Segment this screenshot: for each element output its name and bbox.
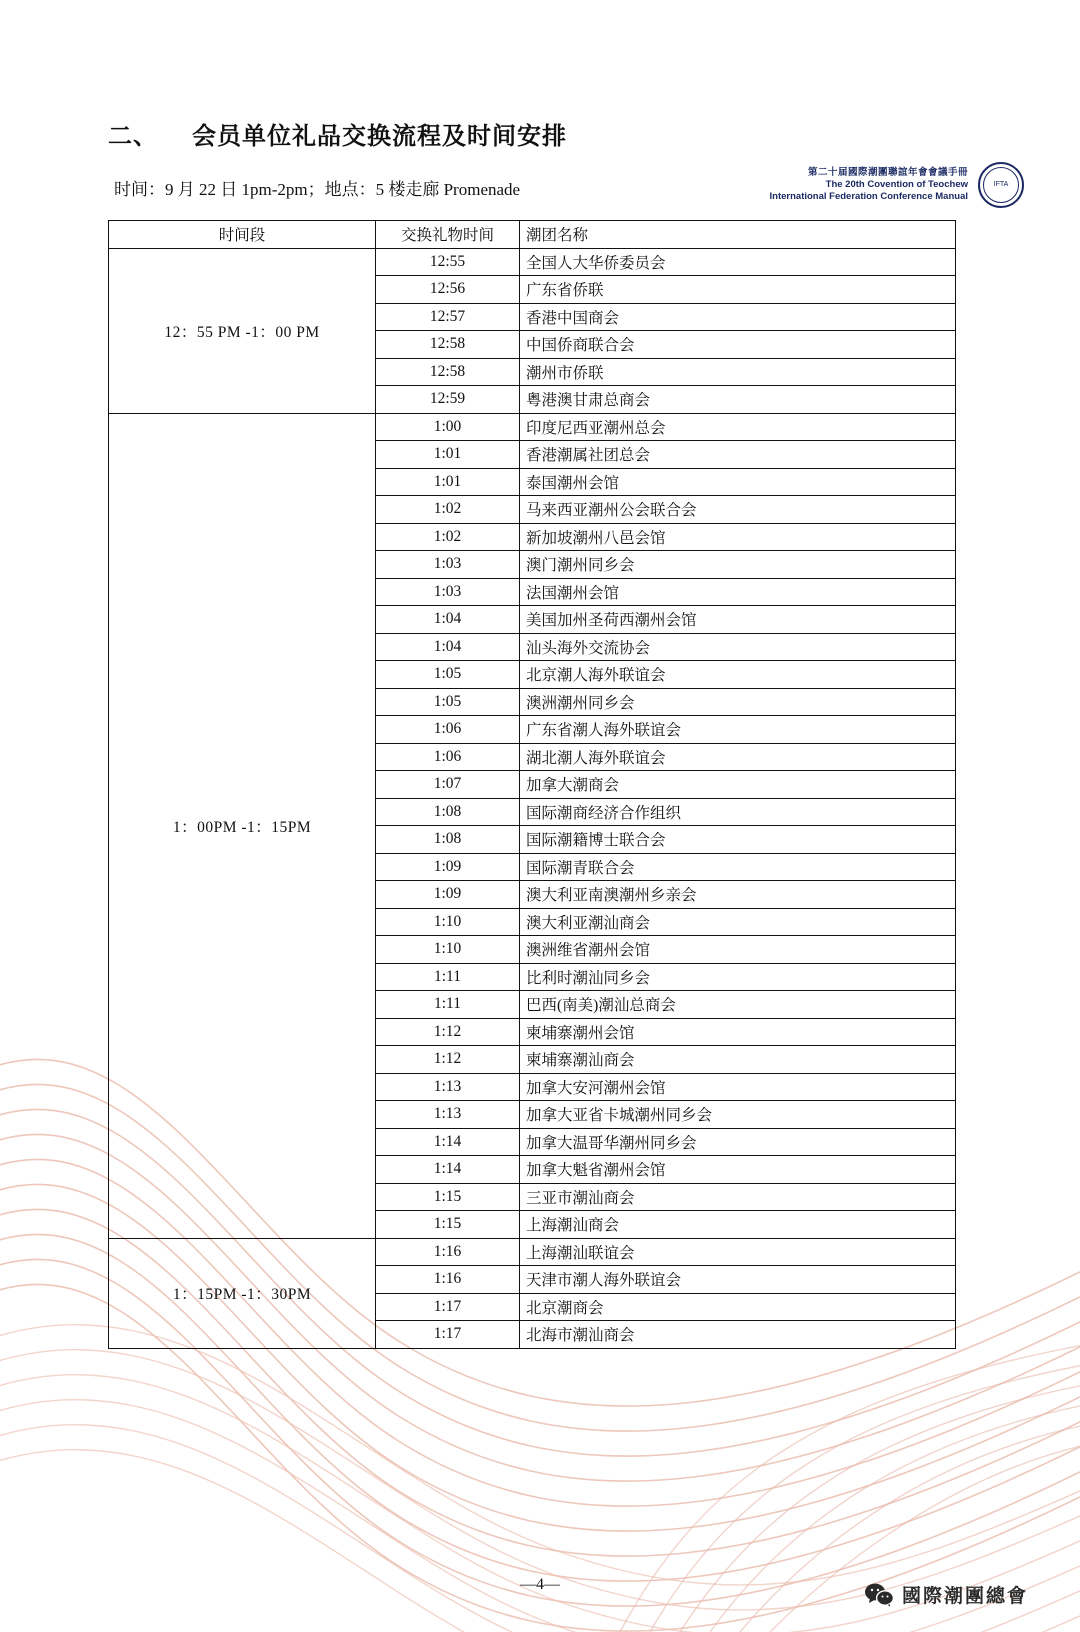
column-header-time: 交换礼物时间: [376, 221, 520, 249]
organization-name-cell: 国际潮籍博士联合会: [520, 826, 956, 854]
exchange-time-cell: 1:08: [376, 798, 520, 826]
organization-name-cell: 广东省侨联: [520, 276, 956, 304]
organization-name-cell: 澳门潮州同乡会: [520, 551, 956, 579]
organization-name-cell: 法国潮州会馆: [520, 578, 956, 606]
organization-name-cell: 香港潮属社团总会: [520, 441, 956, 469]
organization-name-cell: 加拿大魁省潮州会馆: [520, 1156, 956, 1184]
gift-exchange-schedule-table: [108, 220, 956, 1349]
organization-name-cell: 香港中国商会: [520, 303, 956, 331]
exchange-time-cell: 1:09: [376, 881, 520, 909]
exchange-time-cell: 1:11: [376, 963, 520, 991]
table-header-row: [109, 221, 956, 249]
header-title-cn: 第二十届國際潮團聯誼年會會議手冊: [807, 167, 968, 179]
organization-name-cell: 美国加州圣荷西潮州会馆: [520, 606, 956, 634]
organization-name-cell: 全国人大华侨委员会: [520, 248, 956, 276]
organization-name-cell: 汕头海外交流协会: [520, 633, 956, 661]
exchange-time-cell: 12:59: [376, 386, 520, 414]
organization-name-cell: 澳洲维省潮州会馆: [520, 936, 956, 964]
table-row: [109, 413, 956, 441]
exchange-time-cell: 12:57: [376, 303, 520, 331]
exchange-time-cell: 1:02: [376, 523, 520, 551]
exchange-time-cell: 12:58: [376, 331, 520, 359]
event-meta-line: 时间：9 月 22 日 1pm-2pm；地点：5 楼走廊 Promenade: [114, 180, 521, 199]
organization-name-cell: 北京潮人海外联谊会: [520, 661, 956, 689]
organization-name-cell: 柬埔寨潮汕商会: [520, 1046, 956, 1074]
organization-name-cell: 北京潮商会: [520, 1293, 956, 1321]
exchange-time-cell: 1:11: [376, 991, 520, 1019]
exchange-time-cell: 1:09: [376, 853, 520, 881]
header-title-block: [770, 167, 968, 203]
table-row: [109, 248, 956, 276]
organization-name-cell: 粤港澳甘肃总商会: [520, 386, 956, 414]
organization-name-cell: 马来西亚潮州公会联合会: [520, 496, 956, 524]
exchange-time-cell: 1:04: [376, 633, 520, 661]
organization-name-cell: 澳大利亚潮汕商会: [520, 908, 956, 936]
wechat-icon: [864, 1582, 894, 1608]
organization-name-cell: 上海潮汕商会: [520, 1211, 956, 1239]
exchange-time-cell: 1:10: [376, 936, 520, 964]
exchange-time-cell: 1:15: [376, 1211, 520, 1239]
exchange-time-cell: 1:13: [376, 1073, 520, 1101]
organization-name-cell: 中国侨商联合会: [520, 331, 956, 359]
organization-name-cell: 国际潮青联合会: [520, 853, 956, 881]
time-slot-cell: 12：55 PM -1：00 PM: [109, 248, 376, 413]
table-body: [109, 248, 956, 1348]
organization-name-cell: 天津市潮人海外联谊会: [520, 1266, 956, 1294]
exchange-time-cell: 1:08: [376, 826, 520, 854]
exchange-time-cell: 1:01: [376, 441, 520, 469]
organization-name-cell: 加拿大亚省卡城潮州同乡会: [520, 1101, 956, 1129]
exchange-time-cell: 1:03: [376, 551, 520, 579]
table-row: [109, 1238, 956, 1266]
organization-name-cell: 澳洲潮州同乡会: [520, 688, 956, 716]
organization-name-cell: 潮州市侨联: [520, 358, 956, 386]
organization-seal-icon: [978, 162, 1024, 208]
page-title: [108, 116, 972, 151]
organization-name-cell: 比利时潮汕同乡会: [520, 963, 956, 991]
organization-name-cell: 澳大利亚南澳潮州乡亲会: [520, 881, 956, 909]
exchange-time-cell: 1:04: [376, 606, 520, 634]
organization-name-cell: 加拿大潮商会: [520, 771, 956, 799]
section-number: 二、: [108, 124, 158, 150]
exchange-time-cell: 1:15: [376, 1183, 520, 1211]
organization-name-cell: 巴西(南美)潮汕总商会: [520, 991, 956, 1019]
footer-badge-text: 國際潮團總會: [901, 1586, 1028, 1607]
exchange-time-cell: 1:13: [376, 1101, 520, 1129]
time-slot-cell: 1：15PM -1：30PM: [109, 1238, 376, 1348]
exchange-time-cell: 1:01: [376, 468, 520, 496]
organization-seal-label: IFTA: [983, 167, 1019, 203]
organization-name-cell: 新加坡潮州八邑会馆: [520, 523, 956, 551]
organization-name-cell: 国际潮商经济合作组织: [520, 798, 956, 826]
exchange-time-cell: 1:16: [376, 1238, 520, 1266]
organization-name-cell: 加拿大温哥华潮州同乡会: [520, 1128, 956, 1156]
organization-name-cell: 北海市潮汕商会: [520, 1321, 956, 1349]
exchange-time-cell: 1:06: [376, 743, 520, 771]
exchange-time-cell: 1:17: [376, 1293, 520, 1321]
exchange-time-cell: 1:05: [376, 661, 520, 689]
section-title-text: 会员单位礼品交换流程及时间安排: [192, 124, 567, 150]
document-content: [0, 116, 1080, 1349]
page-header: [770, 162, 1024, 208]
column-header-slot: 时间段: [109, 221, 376, 249]
exchange-time-cell: 12:55: [376, 248, 520, 276]
exchange-time-cell: 1:07: [376, 771, 520, 799]
organization-name-cell: 广东省潮人海外联谊会: [520, 716, 956, 744]
exchange-time-cell: 1:17: [376, 1321, 520, 1349]
exchange-time-cell: 1:05: [376, 688, 520, 716]
organization-name-cell: 印度尼西亚潮州总会: [520, 413, 956, 441]
organization-name-cell: 柬埔寨潮州会馆: [520, 1018, 956, 1046]
time-slot-cell: 1：00PM -1：15PM: [109, 413, 376, 1238]
organization-name-cell: 上海潮汕联谊会: [520, 1238, 956, 1266]
exchange-time-cell: 12:58: [376, 358, 520, 386]
organization-name-cell: 泰国潮州会馆: [520, 468, 956, 496]
organization-name-cell: 加拿大安河潮州会馆: [520, 1073, 956, 1101]
header-title-en-line2: International Federation Conference Manual: [769, 190, 968, 202]
page-number: —4—: [520, 1576, 560, 1593]
exchange-time-cell: 1:10: [376, 908, 520, 936]
exchange-time-cell: 1:16: [376, 1266, 520, 1294]
exchange-time-cell: 1:00: [376, 413, 520, 441]
exchange-time-cell: 1:02: [376, 496, 520, 524]
exchange-time-cell: 1:14: [376, 1156, 520, 1184]
exchange-time-cell: 1:12: [376, 1018, 520, 1046]
exchange-time-cell: 12:56: [376, 276, 520, 304]
exchange-time-cell: 1:03: [376, 578, 520, 606]
column-header-name: 潮团名称: [520, 221, 956, 249]
exchange-time-cell: 1:14: [376, 1128, 520, 1156]
exchange-time-cell: 1:12: [376, 1046, 520, 1074]
organization-name-cell: 湖北潮人海外联谊会: [520, 743, 956, 771]
organization-name-cell: 三亚市潮汕商会: [520, 1183, 956, 1211]
header-title-en-line1: The 20th Covention of Teochew: [825, 179, 968, 191]
exchange-time-cell: 1:06: [376, 716, 520, 744]
footer-badge: [864, 1581, 1028, 1608]
